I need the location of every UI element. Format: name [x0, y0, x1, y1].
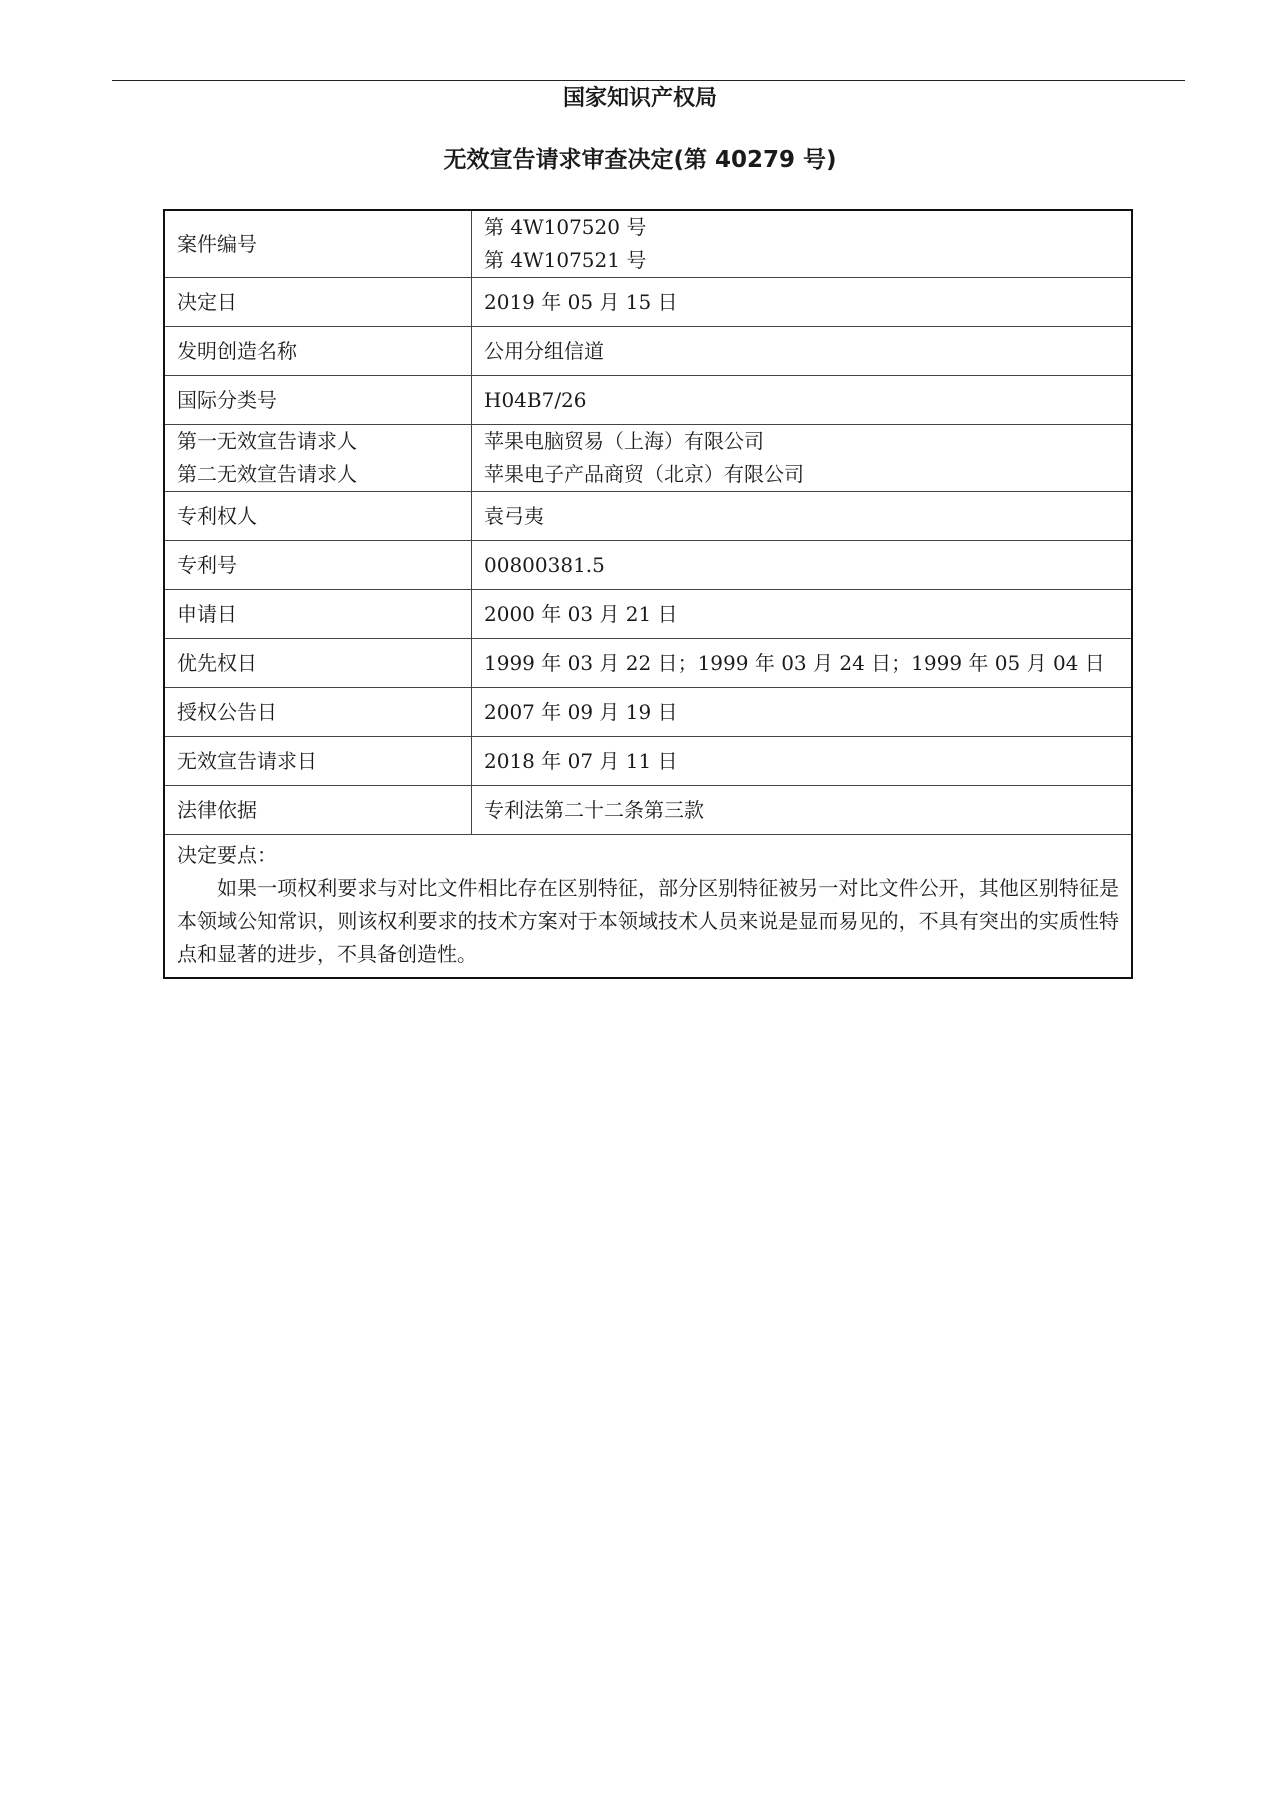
- case-number-2: 第 4W107521 号: [484, 248, 647, 272]
- decision-summary: [164, 835, 1132, 979]
- decision-date-label: 决定日: [164, 278, 472, 327]
- row-case-number: [164, 210, 1132, 278]
- patent-number-value: 00800381.5: [472, 541, 1133, 590]
- invalidation-request-date-value: 2018 年 07 月 11 日: [472, 737, 1133, 786]
- office-title: 国家知识产权局: [562, 86, 717, 111]
- requesters-value: [472, 425, 1133, 492]
- row-grant-announcement-date: [164, 688, 1132, 737]
- grant-announcement-date-label: 授权公告日: [164, 688, 472, 737]
- row-ipc: [164, 376, 1132, 425]
- row-requesters: [164, 425, 1132, 492]
- application-date-label: 申请日: [164, 590, 472, 639]
- ipc-value: H04B7/26: [472, 376, 1133, 425]
- row-application-date: [164, 590, 1132, 639]
- case-number-1: 第 4W107520 号: [484, 215, 647, 239]
- row-summary: [164, 835, 1132, 979]
- decision-title: 无效宣告请求审查决定(第 40279 号): [443, 147, 837, 173]
- case-number-value: [472, 210, 1133, 278]
- legal-basis-label: 法律依据: [164, 786, 472, 835]
- header-rule: [112, 80, 1185, 81]
- grant-announcement-date-value: 2007 年 09 月 19 日: [472, 688, 1133, 737]
- summary-heading: 决定要点：: [177, 843, 277, 867]
- patent-number-label: 专利号: [164, 541, 472, 590]
- first-requester-value: 苹果电脑贸易（上海）有限公司: [484, 429, 764, 453]
- application-date-value: 2000 年 03 月 21 日: [472, 590, 1133, 639]
- priority-date-label: 优先权日: [164, 639, 472, 688]
- row-priority-date: [164, 639, 1132, 688]
- invention-name-label: 发明创造名称: [164, 327, 472, 376]
- decision-info-table: [163, 209, 1133, 979]
- summary-body: 如果一项权利要求与对比文件相比存在区别特征，部分区别特征被另一对比文件公开，其他区别特征是本领域公知常识，则该权利要求的技术方案对于本领域技术人员来说是显而易见的，不具有突出的实质性特点和显著的进步，不具备创造性。: [177, 876, 1119, 966]
- first-requester-label: 第一无效宣告请求人: [177, 429, 357, 453]
- row-patent-number: [164, 541, 1132, 590]
- case-number-label: 案件编号: [164, 210, 472, 278]
- patentee-value: 袁弓夷: [472, 492, 1133, 541]
- row-legal-basis: [164, 786, 1132, 835]
- legal-basis-value: 专利法第二十二条第三款: [472, 786, 1133, 835]
- second-requester-label: 第二无效宣告请求人: [177, 462, 357, 486]
- invalidation-request-date-label: 无效宣告请求日: [164, 737, 472, 786]
- row-decision-date: [164, 278, 1132, 327]
- second-requester-value: 苹果电子产品商贸（北京）有限公司: [484, 462, 804, 486]
- decision-date-value: 2019 年 05 月 15 日: [472, 278, 1133, 327]
- invention-name-value: 公用分组信道: [472, 327, 1133, 376]
- row-invention-name: [164, 327, 1132, 376]
- row-patentee: [164, 492, 1132, 541]
- ipc-label: 国际分类号: [164, 376, 472, 425]
- requesters-label: [164, 425, 472, 492]
- priority-date-value: 1999 年 03 月 22 日；1999 年 03 月 24 日；1999 年 05 月 04 日: [472, 639, 1133, 688]
- row-invalidation-request-date: [164, 737, 1132, 786]
- patentee-label: 专利权人: [164, 492, 472, 541]
